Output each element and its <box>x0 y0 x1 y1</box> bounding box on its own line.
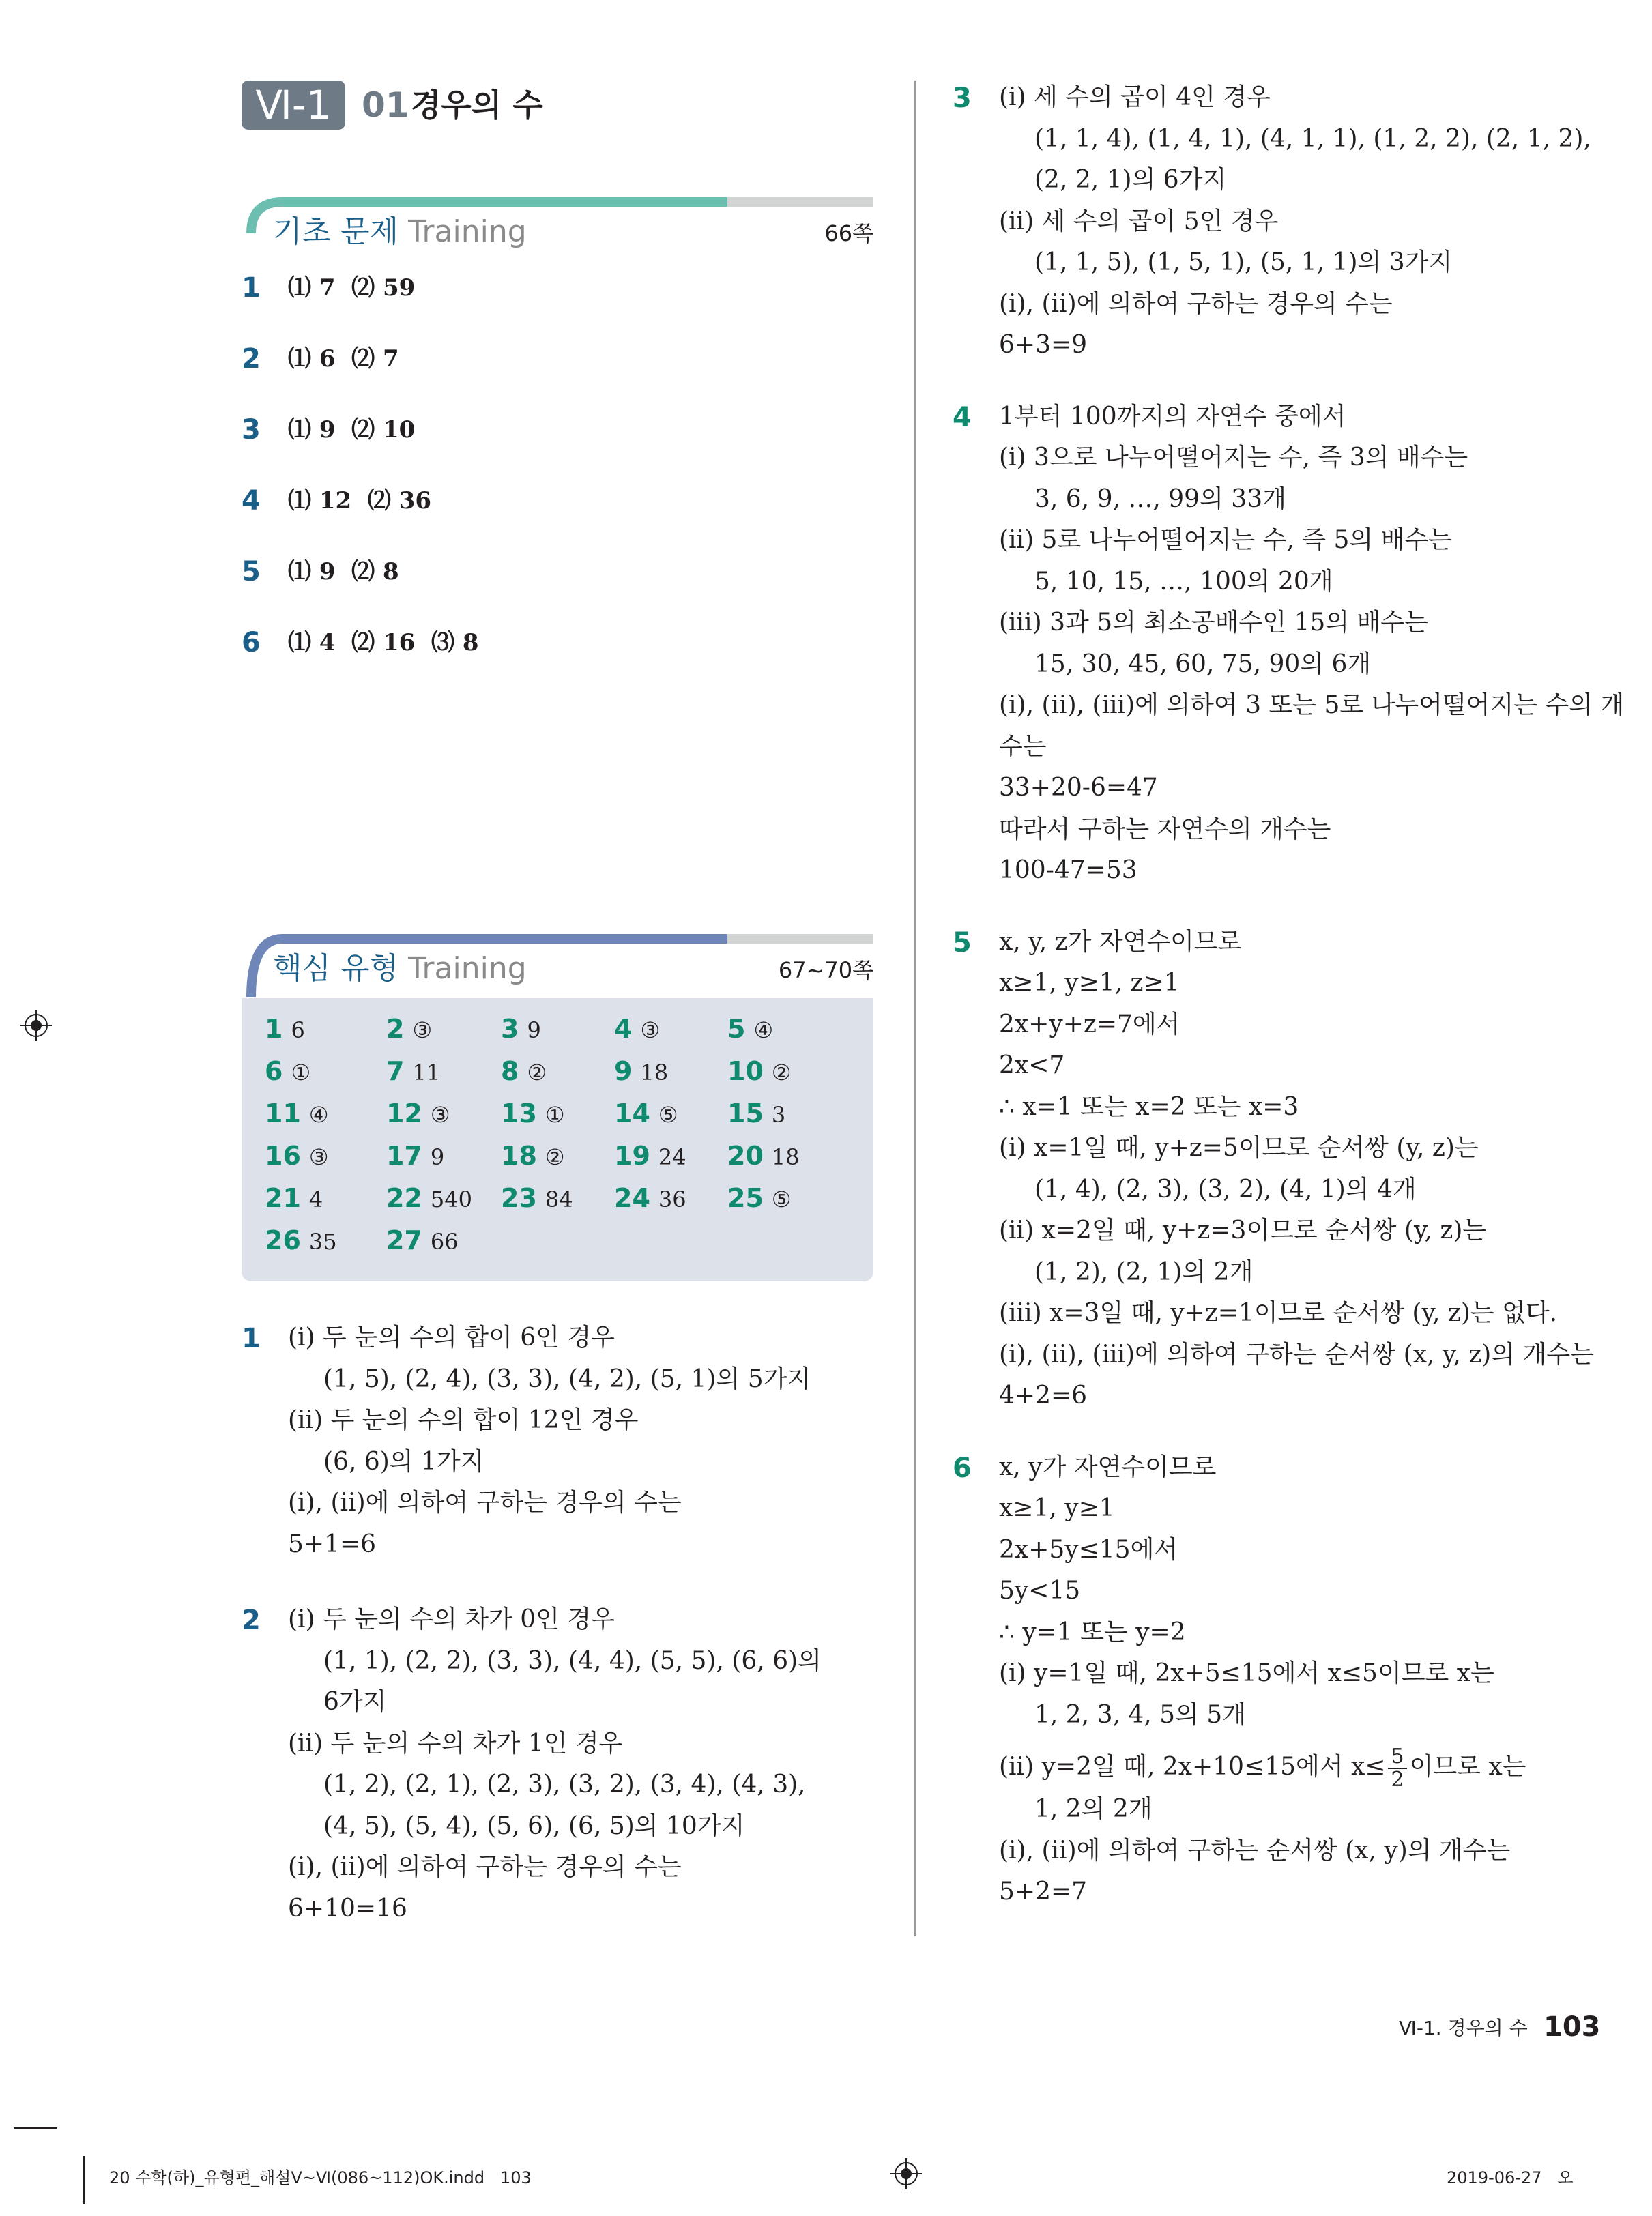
solution-line: (1, 4), (2, 3), (3, 2), (4, 1)의 4개 <box>1034 1175 1417 1204</box>
core-answer-value: ⑤ <box>771 1186 792 1212</box>
basic-answer: ⑴ 12 ⑵ 36 <box>288 487 431 514</box>
solution-line: x≥1, y≥1 <box>999 1494 1115 1522</box>
core-answer-grid <box>242 998 873 1281</box>
core-answer-number: 7 <box>386 1056 405 1086</box>
solution-line: (4, 5), (5, 4), (5, 6), (6, 5)의 10가지 <box>323 1811 745 1840</box>
core-answer-cell <box>265 1008 305 1051</box>
core-title-ko: 핵심 유형 <box>273 951 399 986</box>
solution-line: (ⅰ), (ⅱ), (ⅲ)에 의하여 구하는 순서쌍 (x, y, z)의 개수는 <box>999 1340 1594 1369</box>
core-answer-cell <box>501 1135 565 1178</box>
fraction-numerator: 5 <box>1388 1746 1406 1769</box>
solution-line: 2x<7 <box>999 1051 1065 1079</box>
fraction <box>1388 1746 1406 1791</box>
solution-line: (ⅲ) x=3일 때, y+z=1이므로 순서쌍 (y, z)는 없다. <box>999 1299 1558 1327</box>
solution-line: x, y가 자연수이므로 <box>999 1453 1217 1481</box>
core-answer-cell <box>727 1135 800 1178</box>
core-answer-cell <box>501 1050 547 1094</box>
solution-number: 1 <box>242 1323 261 1354</box>
solution-number: 6 <box>953 1452 972 1484</box>
core-answer-number: 20 <box>727 1141 764 1171</box>
core-answer-number: 24 <box>614 1183 650 1213</box>
core-answer-value: ③ <box>640 1017 661 1043</box>
core-answer-value: 11 <box>412 1060 441 1085</box>
solution-line: (1, 1, 5), (1, 5, 1), (5, 1, 1)의 3가지 <box>1034 248 1453 276</box>
basic-section-title <box>273 212 527 252</box>
core-answer-value: ② <box>545 1144 565 1170</box>
page-number: 103 <box>1544 2011 1601 2043</box>
core-answer-cell <box>614 1092 678 1136</box>
solution-line: 2x+y+z=7에서 <box>999 1010 1180 1038</box>
footer-date: 2019-06-27 오 <box>1447 2168 1574 2187</box>
solution-line: 6+10=16 <box>288 1894 407 1923</box>
core-answer-value: ③ <box>412 1017 433 1043</box>
core-answer-number: 21 <box>265 1183 301 1213</box>
core-answer-value: ③ <box>430 1102 450 1128</box>
solution-line: 6가지 <box>323 1688 387 1716</box>
solution-line <box>999 1746 1526 1791</box>
core-answer-number: 8 <box>501 1056 519 1086</box>
registration-mark-icon <box>20 1010 52 1041</box>
solution-line: ∴ y=1 또는 y=2 <box>999 1618 1186 1646</box>
core-answer-value: 9 <box>527 1017 541 1043</box>
solution-line: 5y<15 <box>999 1577 1081 1605</box>
core-answer-cell <box>386 1135 444 1178</box>
solution-line: (ⅰ) 3으로 나누어떨어지는 수, 즉 3의 배수는 <box>999 443 1468 471</box>
core-answer-value: 4 <box>308 1186 323 1212</box>
core-answer-number: 9 <box>614 1056 633 1086</box>
core-answer-value: ⑤ <box>658 1102 678 1128</box>
core-answer-value: 24 <box>658 1144 686 1170</box>
core-answer-cell <box>727 1092 785 1136</box>
basic-title-en: Training <box>408 214 527 249</box>
solution-line: (1, 2), (2, 1)의 2개 <box>1034 1257 1254 1286</box>
solution-line: (ⅰ) 두 눈의 수의 차가 0인 경우 <box>288 1605 615 1633</box>
column-divider <box>914 81 916 1936</box>
solution-line: (ⅰ), (ⅱ)에 의하여 구하는 경우의 수는 <box>288 1489 682 1517</box>
core-answer-number: 26 <box>265 1225 301 1255</box>
core-answer-value: ④ <box>753 1017 774 1043</box>
solution-line: (ⅰ), (ⅱ), (ⅲ)에 의하여 3 또는 5로 나누어떨어지는 수의 개 <box>999 691 1625 719</box>
core-answer-cell <box>727 1177 792 1221</box>
core-answer-cell <box>501 1092 565 1136</box>
page-title: 경우의 수 <box>411 87 543 123</box>
solution-number: 2 <box>242 1605 261 1636</box>
basic-page-ref: 66쪽 <box>824 220 873 246</box>
core-answer-value: ① <box>291 1060 311 1085</box>
core-answer-value: 18 <box>640 1060 669 1085</box>
crop-mark <box>14 2127 57 2129</box>
core-answer-cell <box>614 1135 686 1178</box>
solution-line: (1, 1, 4), (1, 4, 1), (4, 1, 1), (1, 2, 2), (2, 1, 2), <box>1034 124 1591 153</box>
core-answer-cell <box>727 1008 773 1051</box>
question-number: 3 <box>242 414 261 446</box>
solution-line: 5, 10, 15, …, 100의 20개 <box>1034 567 1333 596</box>
question-number: 5 <box>242 556 261 587</box>
core-answer-cell <box>501 1008 541 1051</box>
core-answer-cell <box>265 1177 323 1221</box>
core-answer-cell <box>386 1177 472 1221</box>
solution-number: 3 <box>953 83 972 114</box>
core-answer-value: ② <box>527 1060 547 1085</box>
solution-line: 4+2=6 <box>999 1382 1088 1410</box>
solution-line: 6+3=9 <box>999 331 1088 359</box>
core-answer-number: 11 <box>265 1098 301 1128</box>
fraction-denominator: 2 <box>1391 1768 1404 1792</box>
registration-mark-icon <box>890 2158 922 2189</box>
core-answer-value: ③ <box>308 1144 329 1170</box>
solution-line: (ⅰ), (ⅱ)에 의하여 구하는 경우의 수는 <box>288 1853 682 1881</box>
footer-file: 20 수학(하)_유형편_해설Ⅴ~Ⅵ(086~112)OK.indd 103 <box>109 2168 532 2187</box>
solution-number: 5 <box>953 927 972 959</box>
core-answer-number: 25 <box>727 1183 764 1213</box>
core-answer-cell <box>265 1219 337 1263</box>
core-title-en: Training <box>408 951 527 986</box>
question-number: 4 <box>242 485 261 516</box>
basic-answer: ⑴ 4 ⑵ 16 ⑶ 8 <box>288 629 479 656</box>
core-answer-value: 3 <box>771 1102 786 1128</box>
solution-line: (1, 2), (2, 1), (2, 3), (3, 2), (3, 4), (4, 3), <box>323 1770 806 1798</box>
solution-line: (ⅱ) 세 수의 곱이 5인 경우 <box>999 207 1279 235</box>
chapter-badge: Ⅵ-1 <box>242 81 345 130</box>
solution-line: (6, 6)의 1가지 <box>323 1447 484 1476</box>
core-answer-value: ① <box>545 1102 565 1128</box>
basic-title-ko: 기초 문제 <box>273 214 399 249</box>
solution-line: (ⅲ) 3과 5의 최소공배수인 15의 배수는 <box>999 609 1428 637</box>
question-number: 2 <box>242 343 261 375</box>
basic-answer: ⑴ 9 ⑵ 10 <box>288 416 416 443</box>
solution-line: 33+20-6=47 <box>999 774 1158 802</box>
solution-text: (ⅱ) y=2일 때, 2x+10≤15에서 x≤ <box>999 1753 1386 1781</box>
solution-line: (ⅰ), (ⅱ)에 의하여 구하는 순서쌍 (x, y)의 개수는 <box>999 1836 1511 1865</box>
core-answer-value: ② <box>771 1060 792 1085</box>
core-answer-number: 2 <box>386 1014 405 1044</box>
section-number: 01 <box>362 85 409 125</box>
core-answer-cell <box>386 1219 459 1263</box>
core-answer-number: 17 <box>386 1141 422 1171</box>
solution-line: 수는 <box>999 732 1047 761</box>
solution-line: 1, 2의 2개 <box>1034 1795 1153 1823</box>
core-answer-value: 66 <box>430 1229 459 1255</box>
core-answer-value: 9 <box>430 1144 445 1170</box>
core-answer-value: 84 <box>545 1186 573 1212</box>
basic-answer: ⑴ 7 ⑵ 59 <box>288 274 416 302</box>
core-answer-number: 12 <box>386 1098 422 1128</box>
core-answer-value: 540 <box>430 1186 472 1212</box>
core-answer-number: 16 <box>265 1141 301 1171</box>
core-answer-cell <box>614 1177 686 1221</box>
solution-line: (ⅰ), (ⅱ)에 의하여 구하는 경우의 수는 <box>999 289 1393 318</box>
solution-line: (ⅰ) 세 수의 곱이 4인 경우 <box>999 83 1271 111</box>
solution-line: x≥1, y≥1, z≥1 <box>999 969 1180 997</box>
solution-line: 5+1=6 <box>288 1530 377 1558</box>
solution-line: ∴ x=1 또는 x=2 또는 x=3 <box>999 1092 1299 1121</box>
core-answer-value: 18 <box>771 1144 800 1170</box>
core-answer-cell <box>386 1050 440 1094</box>
core-answer-value: ④ <box>308 1102 329 1128</box>
solution-line: (1, 1), (2, 2), (3, 3), (4, 4), (5, 5), (6, 6)의 <box>323 1646 822 1675</box>
solution-line: (ⅱ) 두 눈의 수의 합이 12인 경우 <box>288 1406 639 1434</box>
core-answer-number: 1 <box>265 1014 283 1044</box>
core-answer-cell <box>265 1050 310 1094</box>
core-answer-number: 5 <box>727 1014 746 1044</box>
core-answer-cell <box>727 1050 792 1094</box>
solution-line: (ⅱ) x=2일 때, y+z=3이므로 순서쌍 (y, z)는 <box>999 1216 1487 1244</box>
core-answer-value: 6 <box>291 1017 305 1043</box>
core-answer-number: 19 <box>614 1141 650 1171</box>
solution-line: (ⅰ) 두 눈의 수의 합이 6인 경우 <box>288 1324 615 1352</box>
core-answer-cell <box>614 1008 660 1051</box>
solution-line: x, y, z가 자연수이므로 <box>999 927 1242 956</box>
core-answer-number: 6 <box>265 1056 283 1086</box>
core-answer-value: 35 <box>308 1229 337 1255</box>
core-answer-number: 4 <box>614 1014 633 1044</box>
core-section-title <box>273 948 527 989</box>
core-answer-number: 13 <box>501 1098 537 1128</box>
core-answer-number: 14 <box>614 1098 650 1128</box>
solution-line: 5+2=7 <box>999 1878 1088 1906</box>
core-answer-number: 22 <box>386 1183 422 1213</box>
basic-answer: ⑴ 6 ⑵ 7 <box>288 345 399 373</box>
core-answer-number: 15 <box>727 1098 764 1128</box>
core-answer-cell <box>386 1008 432 1051</box>
solution-text: 이므로 x는 <box>1409 1753 1526 1781</box>
solution-number: 4 <box>953 401 972 433</box>
basic-answer: ⑴ 9 ⑵ 8 <box>288 558 399 585</box>
solution-line: (1, 5), (2, 4), (3, 3), (4, 2), (5, 1)의 5가지 <box>323 1365 811 1393</box>
solution-line: 100-47=53 <box>999 856 1137 884</box>
solution-line: 2x+5y≤15에서 <box>999 1535 1178 1564</box>
solution-line: (ⅱ) 5로 나누어떨어지는 수, 즉 5의 배수는 <box>999 526 1452 554</box>
core-answer-cell <box>614 1050 668 1094</box>
core-answer-number: 18 <box>501 1141 537 1171</box>
solution-line: (ⅰ) x=1일 때, y+z=5이므로 순서쌍 (y, z)는 <box>999 1134 1479 1162</box>
core-answer-cell <box>386 1092 450 1136</box>
core-answer-number: 23 <box>501 1183 537 1213</box>
solution-line: 3, 6, 9, …, 99의 33개 <box>1034 484 1286 513</box>
core-answer-value: 36 <box>658 1186 686 1212</box>
core-answer-cell <box>265 1135 329 1178</box>
footer-section: Ⅵ-1. 경우의 수 <box>1399 2017 1528 2039</box>
core-answer-cell <box>501 1177 573 1221</box>
solution-line: 따라서 구하는 자연수의 개수는 <box>999 815 1331 843</box>
question-number: 1 <box>242 272 261 304</box>
core-answer-number: 10 <box>727 1056 764 1086</box>
core-answer-cell <box>265 1092 329 1136</box>
core-page-ref: 67~70쪽 <box>778 957 873 983</box>
solution-line: (2, 2, 1)의 6가지 <box>1034 166 1227 194</box>
solution-line: 1부터 100까지의 자연수 중에서 <box>999 402 1346 431</box>
solution-line: 15, 30, 45, 60, 75, 90의 6개 <box>1034 650 1372 678</box>
question-number: 6 <box>242 627 261 658</box>
core-answer-number: 3 <box>501 1014 519 1044</box>
crop-mark <box>83 2156 85 2204</box>
solution-line: (ⅱ) 두 눈의 수의 차가 1인 경우 <box>288 1729 623 1758</box>
core-answer-number: 27 <box>386 1225 422 1255</box>
solution-line: (ⅰ) y=1일 때, 2x+5≤15에서 x≤5이므로 x는 <box>999 1659 1494 1687</box>
solution-line: 1, 2, 3, 4, 5의 5개 <box>1034 1700 1246 1729</box>
